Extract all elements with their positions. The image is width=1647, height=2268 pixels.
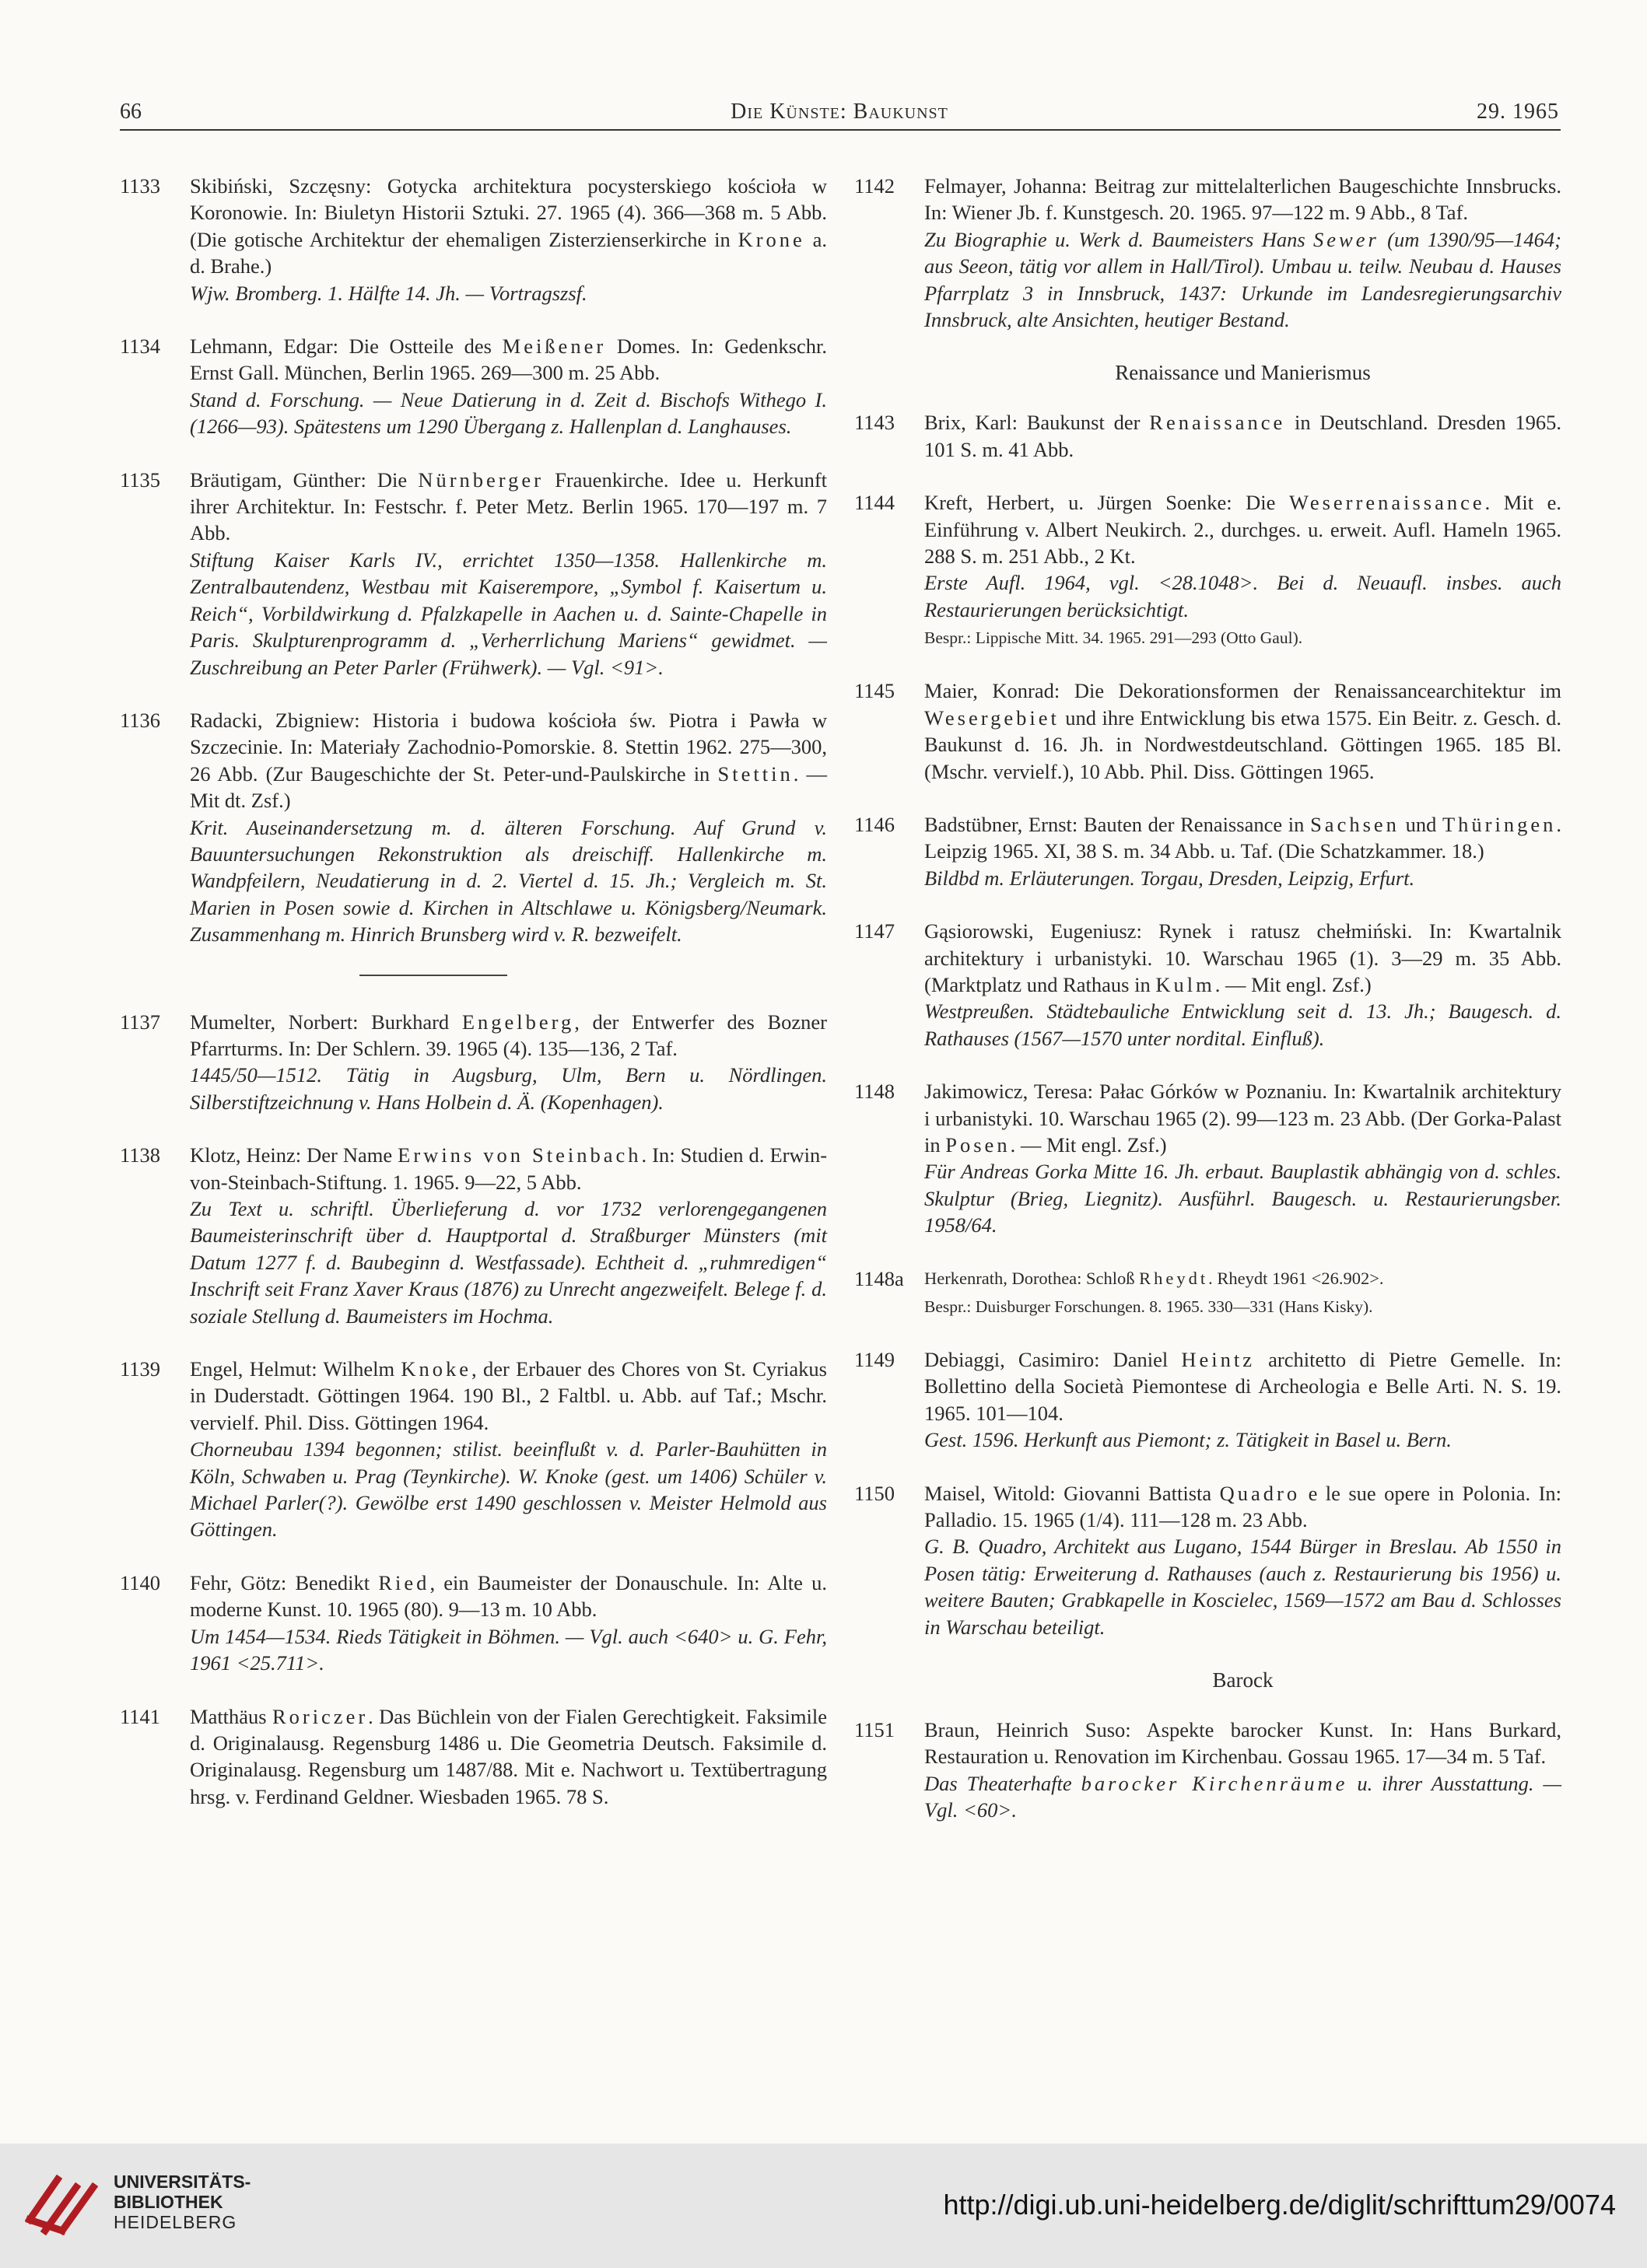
entry-body — [190, 1703, 827, 1811]
entry-1148 — [854, 1078, 1561, 1238]
entry-body — [924, 811, 1561, 891]
citation-text: Klotz, Heinz: Der Name — [190, 1143, 393, 1167]
entry-body — [190, 1142, 827, 1329]
review-reference: Bespr.: Duisburger Forschungen. 8. 1965. 330—331 (Hans Kisky). — [924, 1297, 1373, 1316]
spaced-keyword: Sachsen — [1310, 812, 1400, 836]
entry-body — [190, 173, 827, 306]
annotation: Krit. Auseinandersetzung m. d. älteren Forschung. Auf Grund v. Bauuntersuchungen Rekonstruktion als dreischiff. Hallenkirche m. Wandpfeilern, Neudatierung in d. 2. Viertel d. 15. Jh.; Vergleich m. St. Marien in Posen sowie d. Kirchen in Altschlawe u. Königsberg/Neumark. Zusammenhang m. Hinrich Brunsberg wird v. R. bezweifelt. — [190, 815, 827, 947]
entry-1145 — [854, 677, 1561, 785]
annotation-text: Zu Biographie u. Werk d. Baumeisters Hans — [924, 227, 1305, 251]
citation-text: Herkenrath, Dorothea: Schloß — [924, 1268, 1135, 1288]
entry-1151 — [854, 1717, 1561, 1824]
citation-text-cont: Domes. In: Gedenkschr. Ernst Gall. München, Berlin 1965. 269—300 m. 25 Abb. — [190, 334, 827, 385]
entry-body — [924, 1078, 1561, 1238]
library-name-line1: UNIVERSITÄTS- — [114, 2172, 251, 2192]
citation-text: Kreft, Herbert, u. Jürgen Soenke: Die — [924, 491, 1276, 515]
annotation: Westpreußen. Städtebauliche Entwicklung seit d. 13. Jh.; Baugesch. d. Rathauses (1567—1570 unter nordital. Einfluß). — [924, 999, 1561, 1050]
spaced-keyword: Roriczer — [272, 1704, 369, 1728]
spaced-keyword: Ried — [378, 1570, 430, 1594]
citation-text: Braun, Heinrich Suso: Aspekte barocker Kunst. In: Hans Burkard, Restauration u. Renovation im Kirchenbau. Gossau 1965. 17—34 m. 5 Taf. — [924, 1718, 1561, 1769]
citation-text: Brix, Karl: Baukunst der — [924, 411, 1141, 435]
entry-body — [924, 677, 1561, 785]
citation-text: Engel, Helmut: Wilhelm — [190, 1357, 395, 1381]
spaced-keyword: Rheydt — [1139, 1268, 1209, 1288]
citation-text-cont: . — Mit engl. Zsf.) — [1214, 972, 1372, 996]
citation-text-cont: . — Mit dt. Zsf.) — [190, 761, 828, 813]
annotation: Bildbd m. Erläuterungen. Torgau, Dresden, Leipzig, Erfurt. — [924, 866, 1415, 890]
citation-text: Matthäus — [190, 1704, 267, 1728]
citation-text: Gąsiorowski, Eugeniusz: Rynek i ratusz chełmiński. In: Kwartalnik architektury i urbanistyki. 10. Warschau 1965 (1). 3—29 m. 35 Abb. (Marktplatz und Rathaus in — [924, 919, 1561, 996]
running-header — [120, 100, 1559, 131]
citation-text-cont: Frauenkirche. Idee u. Herkunft ihrer Architektur. In: Festschr. f. Peter Metz. Berlin 1965. 170—197 m. 7 Abb. — [190, 467, 828, 545]
header-rule — [120, 129, 1561, 131]
spaced-keyword: Renaissance — [1149, 411, 1286, 435]
annotation: Stand d. Forschung. — Neue Datierung in d. Zeit d. Bischofs Withego I. (1266—93). Spätestens um 1290 Übergang z. Hallenplan d. Langhauses. — [190, 387, 827, 439]
left-column — [120, 173, 827, 1836]
library-name-line2: BIBLIOTHEK — [114, 2192, 223, 2212]
citation-text: Debiaggi, Casimiro: Daniel — [924, 1348, 1169, 1371]
citation-text-cont: a. d. Brahe.) — [190, 227, 828, 278]
spaced-keyword: Sewer — [1313, 227, 1379, 251]
right-column — [854, 173, 1561, 1850]
entry-body — [190, 1570, 827, 1677]
annotation: G. B. Quadro, Architekt aus Lugano, 1544 Bürger in Breslau. Ab 1550 in Posen tätig: Erweiterung d. Rathauses (auch z. Restaurierung bis 1956) u. weitere Bauten; Grabkapelle in Koscielec, 1569—1572 am Bau d. Schlosses in Warschau beteiligt. — [924, 1535, 1561, 1639]
citation-text: Lehmann, Edgar: Die Ostteile des — [190, 334, 492, 359]
entry-number: 1144 — [854, 491, 895, 515]
spaced-keyword: Kulm — [1155, 972, 1215, 996]
entry-number: 1143 — [854, 411, 895, 435]
citation-text-cont: . Leipzig 1965. XI, 38 S. m. 34 Abb. u. Taf. (Die Schatzkammer. 18.) — [924, 812, 1562, 863]
entry-body — [924, 173, 1561, 333]
citation-text-cont: in Deutschland. Dresden 1965. 101 S. m. 41 Abb. — [924, 411, 1561, 461]
citation-text-cont: und ihre Entwicklung bis etwa 1575. Ein Beitr. z. Gesch. d. Baukunst d. 16. Jh. in Nordwestdeutschland. Göttingen 1965. 185 Bl. (Mschr. vervielf.), 10 Abb. Phil. Diss. Göttingen 1965. — [924, 705, 1561, 783]
entry-number: 1141 — [120, 1704, 161, 1728]
citation-text-cont: . Mit e. Einführung v. Albert Neukirch. 2., durchges. u. erweit. Aufl. Hameln 1965. 288 S. m. 251 Abb., 2 Kt. — [924, 491, 1561, 569]
citation-text-cont: . In: Studien d. Erwin-von-Steinbach-Stiftung. 1. 1965. 9—22, 5 Abb. — [190, 1143, 828, 1194]
entry-1140 — [120, 1570, 827, 1677]
entry-body — [190, 333, 827, 440]
citation-text-cont: architetto di Pietre Gemelle. In: Bollettino della Società Piemontese di Archeologia e Belle Arti. N. S. 19. 1965. 101—104. — [924, 1348, 1561, 1425]
entry-number: 1137 — [120, 1010, 161, 1034]
citation-text: Radacki, Zbigniew: Historia i budowa kościoła św. Piotra i Pawła w Szczecinie. In: Materiały Zachodnio-Pomorskie. 8. Stettin 1962. 275—300, 26 Abb. (Zur Baugeschichte der St. Peter-und-Paulskirche in — [190, 708, 827, 786]
annotation: Wjw. Bromberg. 1. Hälfte 14. Jh. — Vortragszsf. — [190, 281, 587, 305]
entry-1135 — [120, 467, 827, 681]
citation-text-cont: . Rheydt 1961 <26.902>. — [1208, 1268, 1384, 1288]
citation-text: Badstübner, Ernst: Bauten der Renaissance in — [924, 812, 1305, 836]
entry-body — [924, 1265, 1561, 1320]
library-footer — [0, 2144, 1647, 2268]
entry-1150 — [854, 1480, 1561, 1640]
annotation: Stiftung Kaiser Karls IV., errichtet 1350—1358. Hallenkirche m. Zentralbautendenz, Westbau mit Kaiserempore, „Symbol f. Kaisertum u. Reich“, Vorbildwirkung d. Pfalzkapelle in Aachen u. d. Sainte-Chapelle in Paris. Skulpturenprogramm d. „Verherrlichung Mariens“ gewidmet. — Zuschreibung an Peter Parler (Frühwerk). — Vgl. <91>. — [190, 548, 827, 679]
citation-text: Jakimowicz, Teresa: Pałac Górków w Poznaniu. In: Kwartalnik architektury i urbanistyki. 10. Warschau 1965 (2). 99—123 m. 23 Abb. (Der Gorka-Palast in — [924, 1080, 1561, 1157]
permalink-url[interactable]: http://digi.ub.uni-heidelberg.de/diglit/schrifttum29/0074 — [943, 2189, 1616, 2221]
spaced-keyword: Nürnberger — [418, 467, 544, 492]
entry-number: 1136 — [120, 708, 161, 732]
annotation: 1445/50—1512. Tätig in Augsburg, Ulm, Bern u. Nördlingen. Silberstiftzeichnung v. Hans Holbein d. Ä. (Kopenhagen). — [190, 1063, 827, 1114]
entry-1148a — [854, 1265, 1561, 1320]
entry-body — [924, 1480, 1561, 1640]
entry-1149 — [854, 1346, 1561, 1454]
annotation-text-cont: (um 1390/95—1464; aus Seeon, tätig vor allem in Hall/Tirol). Umbau u. teilw. Neubau d. Hauses Pfarrplatz 3 in Innsbruck, 1437: Urkunde im Landesregierungsarchiv Innsbruck, alte Ansichten, heutiger Bestand. — [924, 227, 1562, 332]
spaced-keyword: Stettin — [717, 761, 794, 786]
spaced-keyword: Knoke — [401, 1357, 472, 1381]
entry-number: 1147 — [854, 919, 895, 943]
entry-number: 1139 — [120, 1357, 161, 1381]
entry-1133 — [120, 173, 827, 306]
entry-body — [924, 918, 1561, 1052]
section-divider — [359, 975, 507, 976]
entry-number: 1135 — [120, 467, 161, 492]
entry-number: 1140 — [120, 1570, 161, 1594]
spaced-keyword: Krone — [738, 227, 805, 251]
spaced-keyword: Wesergebiet — [924, 705, 1060, 730]
citation-text: Bräutigam, Günther: Die — [190, 467, 408, 492]
library-logo-icon — [22, 2159, 103, 2240]
citation-text-cont: , der Entwerfer des Bozner Pfarrturms. In: Der Schlern. 39. 1965 (4). 135—136, 2 Taf. — [190, 1010, 828, 1060]
entry-number: 1142 — [854, 174, 895, 198]
entry-1137 — [120, 1009, 827, 1116]
citation-text-cont: e le sue opere in Polonia. In: Palladio. 15. 1965 (1/4). 111—128 m. 23 Abb. — [924, 1481, 1562, 1532]
entry-number: 1148a — [854, 1266, 904, 1290]
entry-number: 1146 — [854, 812, 895, 836]
entry-body — [924, 1717, 1561, 1824]
entry-body — [924, 1346, 1561, 1454]
annotation-text-cont: u. ihrer Ausstattung. — Vgl. <60>. — [924, 1771, 1562, 1822]
spaced-keyword: Posen — [945, 1132, 1011, 1157]
citation-text: Maisel, Witold: Giovanni Battista — [924, 1481, 1212, 1505]
entry-number: 1134 — [120, 334, 161, 359]
annotation — [924, 226, 1561, 334]
annotation: Zu Text u. schriftl. Überlieferung d. vor 1732 verlorengegangenen Baumeisterinschrift über d. Hauptportal d. Straßburger Münsters (mit Datum 1277 f. d. Baubeginn d. Westfassade). Echtheit d. „ruhmredigen“ Inschrift seit Franz Xaver Kraus (1876) zu Unrecht angezweifelt. Belege f. d. soziale Stellung d. Baumeisters im Hochma. — [190, 1197, 827, 1328]
section-heading-barock: Barock — [1212, 1668, 1274, 1692]
annotation: Chorneubau 1394 begonnen; stilist. beeinflußt v. d. Parler-Bauhütten in Köln, Schwaben u. Prag (Teynkirche). W. Knoke (gest. um 1406) Schüler v. Michael Parler(?). Gewölbe erst 1490 geschlossen v. Meister Helmold aus Göttingen. — [190, 1437, 827, 1542]
spaced-keyword: Engelberg — [461, 1010, 575, 1034]
citation-text-cont: , der Erbauer des Chores von St. Cyriakus in Duderstadt. Göttingen 1964. 190 Bl., 2 Faltbl. u. Abb. auf Taf.; Mschr. vervielf. Phil. Diss. Göttingen 1964. — [190, 1357, 827, 1434]
annotation: Um 1454—1534. Rieds Tätigkeit in Böhmen. — Vgl. auch <640> u. G. Fehr, 1961 <25.711>. — [190, 1624, 827, 1675]
entry-1143 — [854, 409, 1561, 463]
citation-text-mid: und — [1405, 812, 1437, 836]
citation-text-cont: . Das Büchlein von der Fialen Gerechtigkeit. Faksimile d. Originalausg. Regensburg 1486 u. Die Geometria Deutsch. Faksimile d. Originalausg. Regensburg um 1487/88. Mit e. Nachwort u. Textübertragung hrsg. v. Ferdinand Geldner. Wiesbaden 1965. 78 S. — [190, 1704, 827, 1808]
entry-1138 — [120, 1142, 827, 1329]
entry-body — [190, 707, 827, 948]
page-number: 66 — [120, 100, 142, 124]
spaced-keyword-2: Thüringen — [1442, 812, 1557, 836]
spaced-keyword: Quadro — [1219, 1481, 1301, 1505]
entry-body — [924, 409, 1561, 463]
spaced-keyword: Weserrenaissance — [1288, 491, 1485, 515]
citation-text: Fehr, Götz: Benedikt — [190, 1570, 370, 1594]
citation-text: Felmayer, Johanna: Beitrag zur mittelalterlichen Baugeschichte Innsbrucks. In: Wiener Jb. f. Kunstgesch. 20. 1965. 97—122 m. 9 Abb., 8 Taf. — [924, 174, 1561, 225]
spaced-keyword: Erwins von Steinbach — [398, 1143, 642, 1167]
citation-text-cont: . — Mit engl. Zsf.) — [1010, 1132, 1167, 1157]
citation-text: Maier, Konrad: Die Dekorationsformen der Renaissancearchitektur im — [924, 679, 1561, 703]
entry-number: 1150 — [854, 1481, 895, 1505]
annotation: Gest. 1596. Herkunft aus Piemont; z. Tätigkeit in Basel u. Bern. — [924, 1428, 1452, 1452]
entry-number: 1148 — [854, 1080, 895, 1104]
annotation: Erste Aufl. 1964, vgl. <28.1048>. Bei d. Neuaufl. insbes. auch Restaurierungen berücksichtigt. — [924, 571, 1561, 621]
citation-text: Mumelter, Norbert: Burkhard — [190, 1010, 450, 1034]
entry-body — [190, 1356, 827, 1543]
annotation-text: Das Theaterhafte — [924, 1771, 1072, 1795]
entry-number: 1138 — [120, 1143, 161, 1167]
entry-1139 — [120, 1356, 827, 1543]
entry-number: 1149 — [854, 1348, 895, 1371]
entry-number: 1145 — [854, 679, 895, 703]
entry-1146 — [854, 811, 1561, 891]
entry-1147 — [854, 918, 1561, 1052]
issue-date: 29. 1965 — [1477, 100, 1559, 124]
annotation — [924, 1770, 1561, 1824]
citation-text-cont: , ein Baumeister der Donauschule. In: Alte u. moderne Kunst. 10. 1965 (80). 9—13 m. 10 Abb. — [190, 1570, 827, 1622]
library-name-line3: HEIDELBERG — [114, 2212, 237, 2232]
library-name — [114, 2172, 251, 2232]
annotation: Für Andreas Gorka Mitte 16. Jh. erbaut. Bauplastik abhängig von d. schles. Skulptur (Brieg, Liegnitz). Ausführl. Baugesch. u. Restaurierungsber. 1958/64. — [924, 1160, 1561, 1237]
entry-body — [924, 489, 1561, 651]
entry-1136 — [120, 707, 827, 948]
entry-1134 — [120, 333, 827, 440]
spaced-keyword: Heintz — [1181, 1348, 1255, 1371]
entry-number: 1133 — [120, 174, 161, 198]
running-title: Die Künste: Baukunst — [731, 100, 948, 124]
citation-text: Skibiński, Szczęsny: Gotycka architektura pocysterskiego kościoła w Koronowie. In: Biuletyn Historii Sztuki. 27. 1965 (4). 366—368 m. 5 Abb. (Die gotische Architektur der ehemaligen Zisterzienserkirche in — [190, 174, 827, 251]
section-heading-renaissance: Renaissance und Manierismus — [1115, 361, 1371, 385]
entry-1141 — [120, 1703, 827, 1811]
entry-body — [190, 1009, 827, 1116]
spaced-keyword: barocker Kirchenräume — [1081, 1771, 1348, 1795]
entry-body — [190, 467, 827, 681]
entry-number: 1151 — [854, 1718, 895, 1742]
entry-1144 — [854, 489, 1561, 651]
spaced-keyword: Meißener — [502, 334, 607, 359]
entry-1142 — [854, 173, 1561, 333]
review-reference: Bespr.: Lippische Mitt. 34. 1965. 291—293 (Otto Gaul). — [924, 628, 1303, 648]
